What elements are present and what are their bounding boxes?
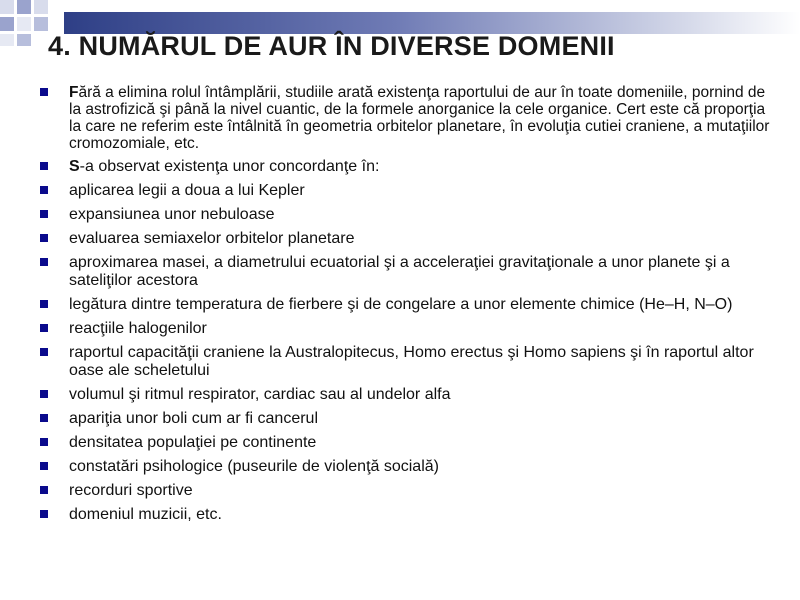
list-item-text: ără a elimina rolul întâmplării, studiile arată existenţa raportului de aur în toate domeniile, pornind de la astrofizică şi până la nivel cuantic, de la formele anorganice la cele organice. Cert este că proporţia la care ne referim este întâlnită în geometria orbitelor planetare, în evoluţia cutiei craniene, a mutaţiilor cromozomiale, etc. <box>69 84 770 152</box>
list-item-text: -a observat existenţa unor concordanţe în: <box>79 158 380 175</box>
list-item <box>40 506 780 524</box>
list-item-text: aplicarea legii a doua a lui Kepler <box>69 182 305 199</box>
list-item <box>40 344 780 380</box>
list-item-text: raportul capacităţii craniene la Australopitecus, Homo erectus şi Homo sapiens şi în raportul altor oase ale scheletului <box>69 344 754 379</box>
bullet-list <box>40 84 780 530</box>
bullet-icon <box>40 486 48 494</box>
bullet-icon <box>40 390 48 398</box>
bullet-icon <box>40 186 48 194</box>
list-item-text: apariţia unor boli cum ar fi cancerul <box>69 410 319 427</box>
list-item-text: aproximarea masei, a diametrului ecuatorial şi a acceleraţiei gravitaţionale a unor planete şi a sateliţilor acestora <box>69 254 730 289</box>
list-item-text: legătura dintre temperatura de fierbere şi de congelare a unor elemente chimice (He–H, N–O) <box>69 296 733 313</box>
bullet-icon <box>40 210 48 218</box>
slide-title: 4. NUMĂRUL DE AUR ÎN DIVERSE DOMENII <box>48 31 615 61</box>
list-item <box>40 434 780 452</box>
bullet-icon <box>40 300 48 308</box>
list-item <box>40 320 780 338</box>
list-item-text: recorduri sportive <box>69 482 193 499</box>
bullet-icon <box>40 414 48 422</box>
bullet-icon <box>40 438 48 446</box>
bullet-icon <box>40 462 48 470</box>
list-item <box>40 230 780 248</box>
list-item <box>40 206 780 224</box>
bullet-icon <box>40 162 48 170</box>
list-item <box>40 182 780 200</box>
list-item-text: domeniul muzicii, etc. <box>69 506 222 523</box>
list-item <box>40 254 780 290</box>
bullet-icon <box>40 258 48 266</box>
list-item <box>40 296 780 314</box>
lead-letter: F <box>69 84 79 101</box>
list-item <box>40 410 780 428</box>
list-item-text: constatări psihologice (puseurile de violenţă socială) <box>69 458 439 475</box>
bullet-icon <box>40 324 48 332</box>
list-item <box>40 84 780 152</box>
list-item <box>40 386 780 404</box>
list-item-text: densitatea populaţiei pe continente <box>69 434 317 451</box>
list-item <box>40 158 780 176</box>
bullet-icon <box>40 348 48 356</box>
list-item-text: evaluarea semiaxelor orbitelor planetare <box>69 230 355 247</box>
list-item-text: volumul şi ritmul respirator, cardiac sau al undelor alfa <box>69 386 451 403</box>
bullet-icon <box>40 88 48 96</box>
bullet-icon <box>40 234 48 242</box>
bullet-icon <box>40 510 48 518</box>
lead-letter: S <box>69 158 80 175</box>
list-item-text: expansiunea unor nebuloase <box>69 206 275 223</box>
list-item-text: reacţiile halogenilor <box>69 320 207 337</box>
list-item <box>40 458 780 476</box>
list-item <box>40 482 780 500</box>
